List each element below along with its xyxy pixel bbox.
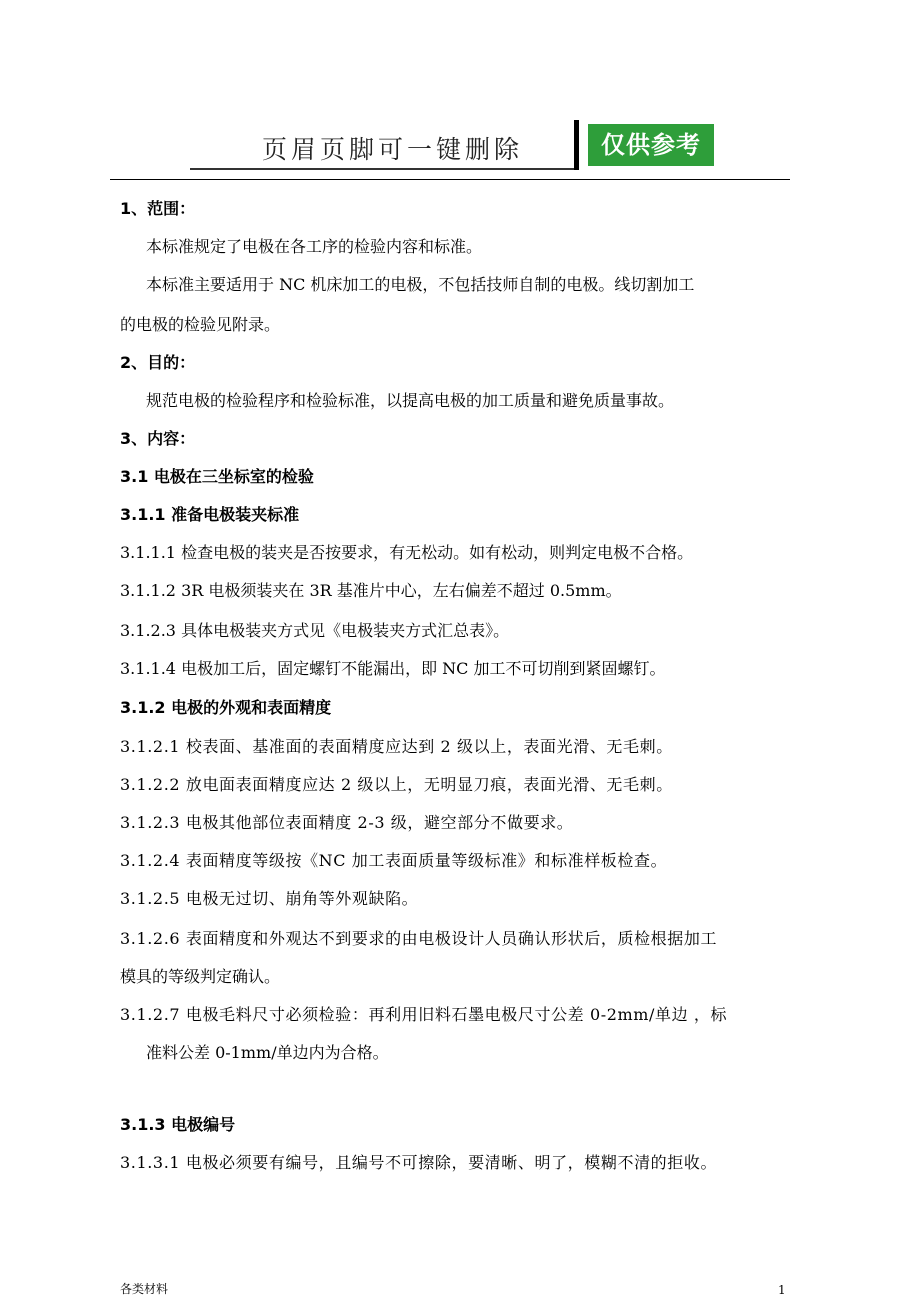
header-rule xyxy=(110,179,790,180)
section-1-para-2b: 的电极的检验见附录。 xyxy=(120,315,281,334)
item-3-1-2-1: 3.1.2.1 校表面、基准面的表面精度应达到 2 级以上，表面光滑、无毛刺。 xyxy=(120,737,673,756)
item-3-1-2-3b: 3.1.2.3 电极其他部位表面精度 2-3 级，避空部分不做要求。 xyxy=(120,813,574,832)
item-3-1-2-6b: 模具的等级判定确认。 xyxy=(120,967,281,986)
section-1-para-2a: 本标准主要适用于 NC 机床加工的电极，不包括技师自制的电极。线切割加工 xyxy=(146,275,695,294)
section-2-title: 2、目的： xyxy=(120,353,196,372)
section-3-1-1-title: 3.1.1 准备电极装夹标准 xyxy=(120,505,300,524)
section-2-para-1: 规范电极的检验程序和检验标准，以提高电极的加工质量和避免质量事故。 xyxy=(146,391,675,410)
section-3-1-3-title: 3.1.3 电极编号 xyxy=(120,1115,236,1134)
header-underline xyxy=(190,168,574,170)
section-3-1-title: 3.1 电极在三坐标室的检验 xyxy=(120,467,314,486)
section-3-1-2-title: 3.1.2 电极的外观和表面精度 xyxy=(120,698,332,717)
item-3-1-2-7b: 准料公差 0-1mm/单边内为合格。 xyxy=(146,1043,389,1062)
footer-label: 各类材料 xyxy=(120,1282,169,1296)
item-3-1-2-3: 3.1.2.3 具体电极装夹方式见《电极装夹方式汇总表》。 xyxy=(120,621,510,640)
header-text: 页眉页脚可一键删除 xyxy=(262,135,524,164)
page-number: 1 xyxy=(778,1283,786,1297)
item-3-1-1-4: 3.1.1.4 电极加工后，固定螺钉不能漏出，即 NC 加工不可切削到紧固螺钉。 xyxy=(120,659,666,678)
item-3-1-2-7a: 3.1.2.7 电极毛料尺寸必须检验：再利用旧料石墨电极尺寸公差 0-2mm/单边 ，标 xyxy=(120,1005,728,1024)
item-3-1-1-2: 3.1.1.2 3R 电极须装夹在 3R 基准片中心，左右偏差不超过 0.5mm。 xyxy=(120,581,622,600)
header-banner xyxy=(190,118,790,182)
section-1-title: 1、范围： xyxy=(120,199,196,218)
item-3-1-2-5: 3.1.2.5 电极无过切、崩角等外观缺陷。 xyxy=(120,889,419,908)
item-3-1-1-1: 3.1.1.1 检查电极的装夹是否按要求，有无松动。如有松动，则判定电极不合格。 xyxy=(120,543,694,562)
section-1-para-1: 本标准规定了电极在各工序的检验内容和标准。 xyxy=(146,237,483,256)
item-3-1-2-2: 3.1.2.2 放电面表面精度应达 2 级以上，无明显刀痕，表面光滑、无毛刺。 xyxy=(120,775,673,794)
section-3-title: 3、内容： xyxy=(120,429,196,448)
reference-badge: 仅供参考 xyxy=(588,124,714,166)
item-3-1-2-4: 3.1.2.4 表面精度等级按《NC 加工表面质量等级标准》和标准样板检查。 xyxy=(120,851,668,870)
item-3-1-2-6a: 3.1.2.6 表面精度和外观达不到要求的由电极设计人员确认形状后，质检根据加工 xyxy=(120,929,718,948)
item-3-1-3-1: 3.1.3.1 电极必须要有编号，且编号不可擦除，要清晰、明了，模糊不清的拒收。 xyxy=(120,1153,718,1172)
header-divider xyxy=(574,120,579,170)
